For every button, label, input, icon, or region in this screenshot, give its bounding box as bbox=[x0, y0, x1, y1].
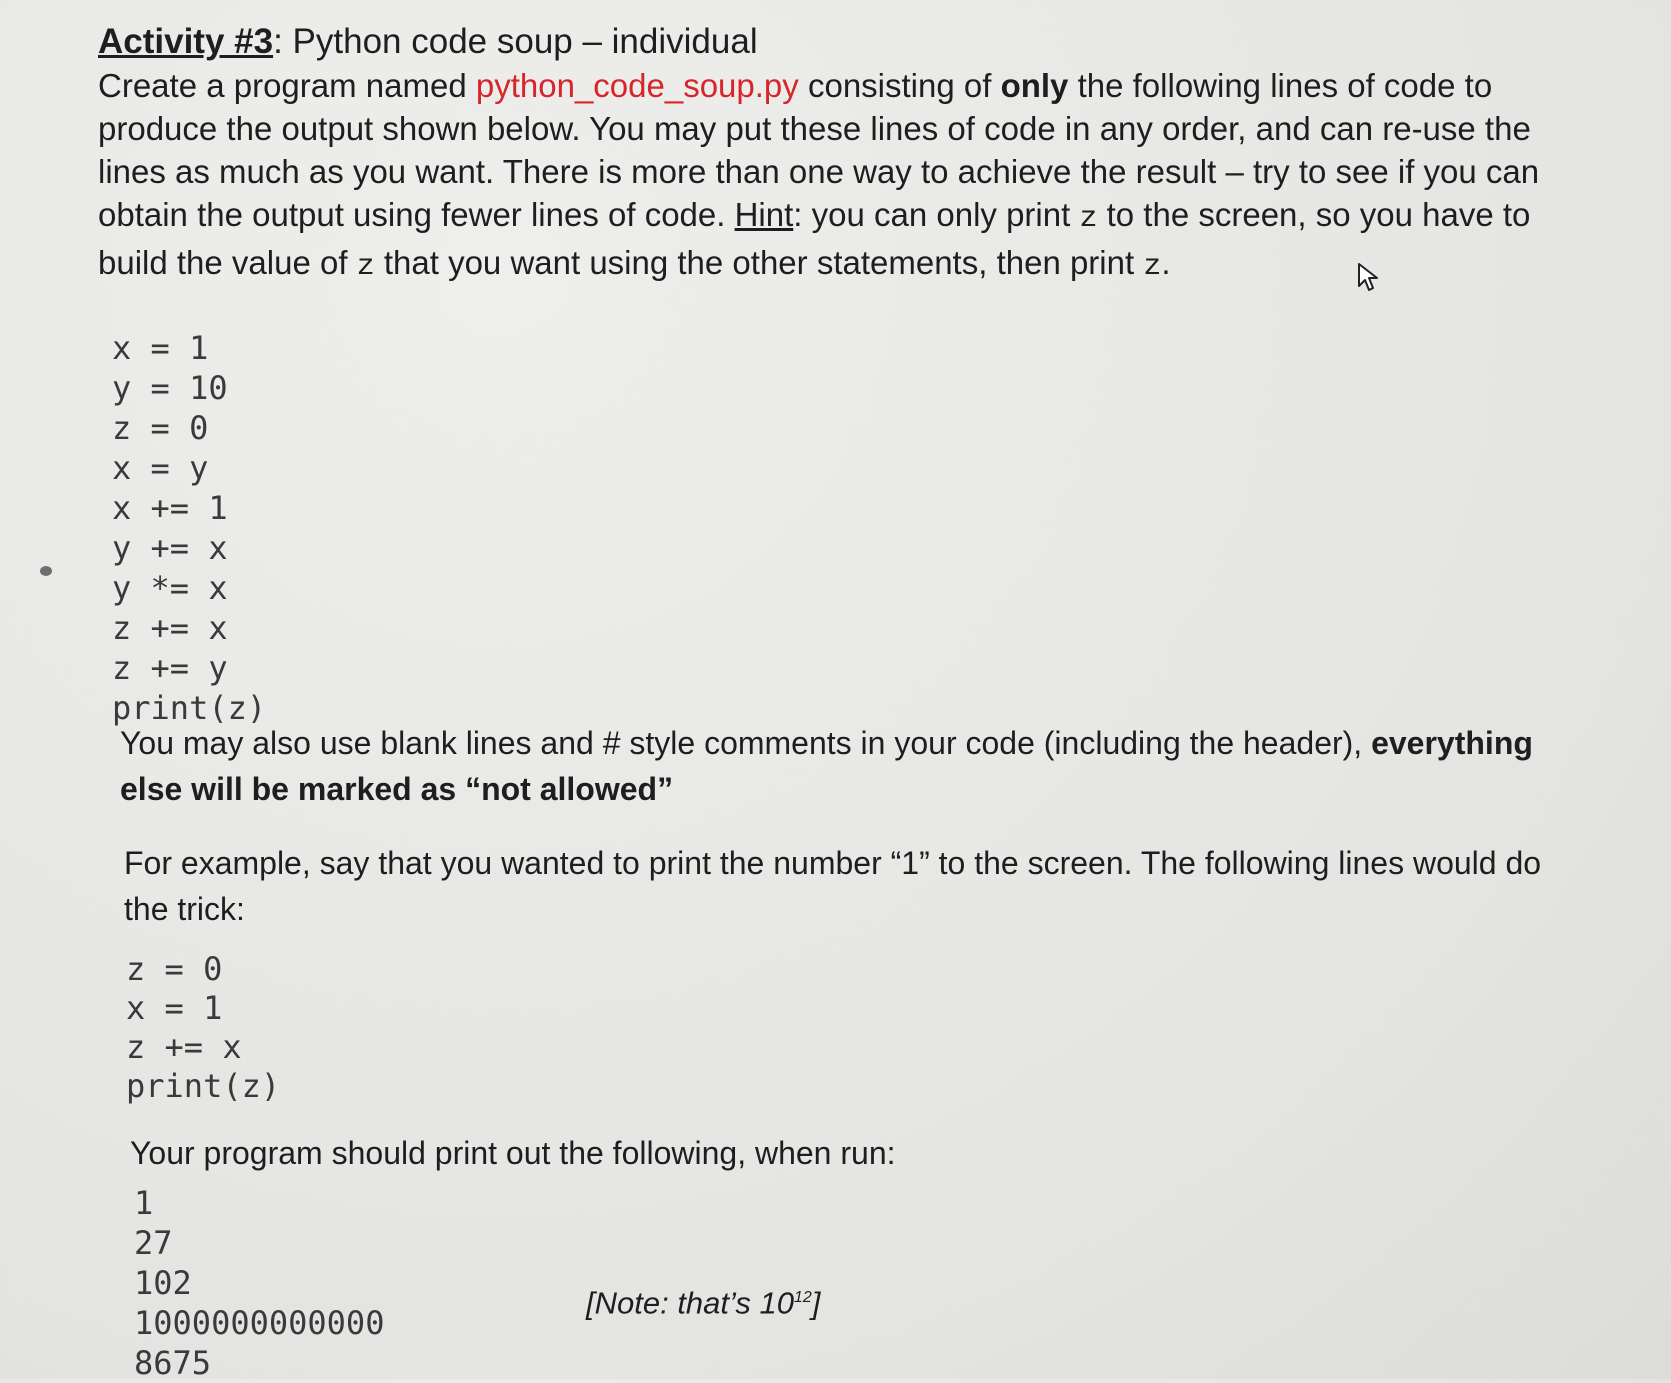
output-line: 27 bbox=[134, 1224, 173, 1262]
mouse-pointer-icon bbox=[1356, 262, 1382, 292]
code-line: x = 1 bbox=[126, 989, 223, 1027]
filename: python_code_soup.py bbox=[475, 67, 799, 104]
code-line: y += x bbox=[112, 529, 228, 567]
code-line: z = 0 bbox=[112, 409, 209, 447]
code-line: z += x bbox=[126, 1028, 242, 1066]
instructions-paragraph bbox=[98, 64, 1588, 289]
example-intro: For example, say that you wanted to print the number “1” to the screen. The following lines would do the trick: bbox=[124, 845, 1542, 927]
only-emphasis: only bbox=[1000, 67, 1069, 104]
intro-text: . bbox=[1161, 244, 1171, 281]
document-page bbox=[98, 20, 1598, 1382]
inline-code-z: z bbox=[1143, 250, 1162, 284]
intro-text: the following lines of code to produce the output shown below. You may put these lines of code in any order, and can re-use the lines as much as you want. There is more than one way to achieve the result – try to see if you can obtain the output using fewer lines of code. bbox=[98, 67, 1540, 233]
power-note bbox=[586, 1278, 820, 1323]
not-allowed-warning: everything else will be marked as “not allowed” bbox=[120, 725, 1533, 807]
allowed-note-text: You may also use blank lines and # style comments in your code (including the header), bbox=[120, 725, 1372, 761]
code-soup-lines bbox=[112, 328, 266, 728]
activity-title bbox=[98, 20, 1598, 64]
code-line: x = 1 bbox=[112, 329, 209, 367]
inline-code-z: z bbox=[1079, 202, 1098, 236]
activity-label: Activity #3 bbox=[98, 22, 274, 61]
code-line: z = 0 bbox=[126, 950, 223, 988]
code-line: z += y bbox=[112, 649, 228, 687]
code-line: y = 10 bbox=[112, 369, 228, 407]
output-line: 1000000000000 bbox=[134, 1304, 385, 1342]
output-intro: Your program should print out the following, when run: bbox=[130, 1135, 896, 1171]
intro-text: to the screen, so you have to build the value of bbox=[98, 196, 1531, 281]
power-note-close: ] bbox=[811, 1285, 821, 1321]
code-line: print(z) bbox=[112, 689, 267, 727]
power-note-text: [Note: that’s 10 bbox=[586, 1285, 794, 1321]
output-line: 102 bbox=[134, 1264, 192, 1302]
inline-code-z: z bbox=[356, 250, 375, 284]
code-line: print(z) bbox=[126, 1067, 281, 1105]
intro-text: consisting of bbox=[798, 67, 1001, 104]
output-line: 1 bbox=[134, 1184, 154, 1222]
intro-text: Create a program named bbox=[98, 67, 476, 104]
hint-label: Hint bbox=[734, 196, 794, 233]
code-line: x = y bbox=[112, 449, 209, 487]
activity-title-rest: : Python code soup – individual bbox=[273, 22, 758, 61]
allowed-note bbox=[120, 720, 1560, 812]
output-line: 8675 bbox=[134, 1344, 212, 1382]
bullet-dot bbox=[40, 566, 52, 576]
intro-text: that you want using the other statements, then print bbox=[374, 244, 1144, 281]
example-code-lines bbox=[126, 950, 280, 1106]
expected-output-lines bbox=[134, 1183, 384, 1383]
code-line: y *= x bbox=[112, 569, 228, 607]
code-line: x += 1 bbox=[112, 489, 228, 527]
code-line: z += x bbox=[112, 609, 228, 647]
intro-text: : you can only print bbox=[793, 196, 1080, 233]
power-note-exponent: 12 bbox=[793, 1289, 812, 1306]
